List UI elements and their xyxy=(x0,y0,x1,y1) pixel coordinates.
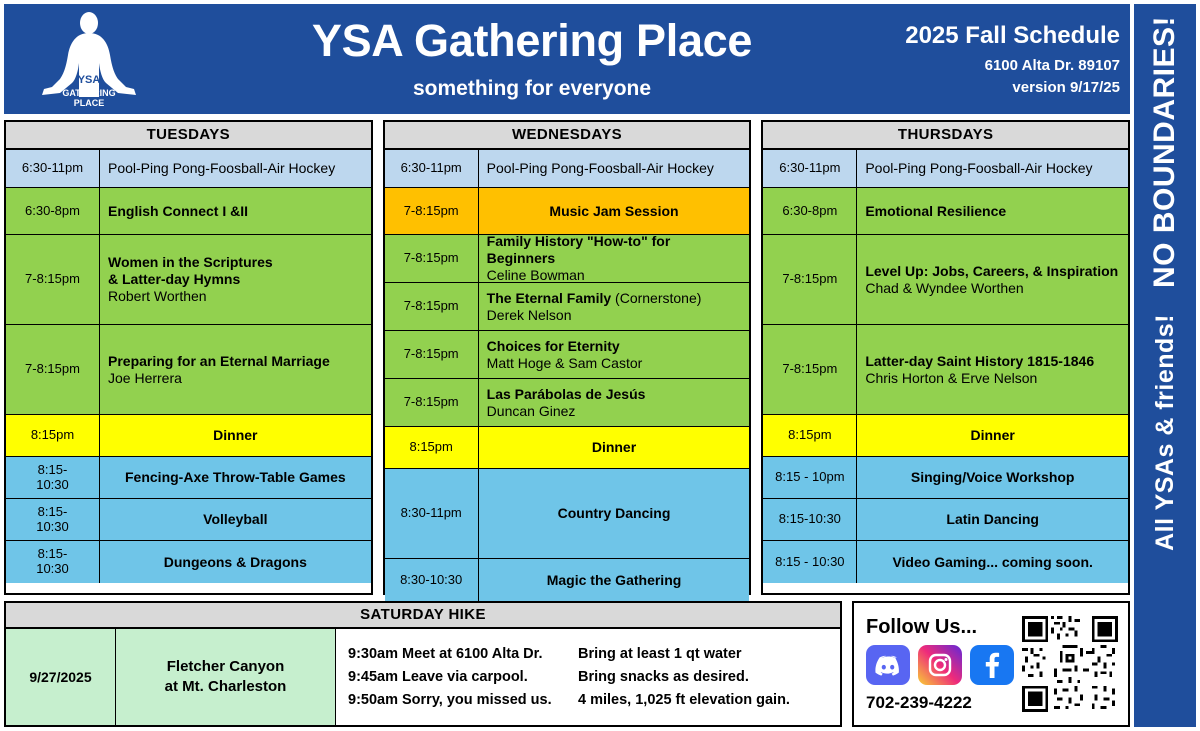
row-title: English Connect I &II xyxy=(108,202,249,219)
header-titles xyxy=(174,17,880,100)
row-title: Dinner xyxy=(970,427,1015,444)
schedule-row[interactable] xyxy=(763,150,1128,188)
side-banner xyxy=(1134,4,1196,727)
row-presenter: Robert Worthen xyxy=(108,287,207,304)
row-time: 8:15pm xyxy=(6,415,100,456)
day-column-thursdays xyxy=(761,120,1130,595)
column-header-tuesdays: TUESDAYS xyxy=(6,122,371,150)
row-time: 7-8:15pm xyxy=(385,379,479,426)
weekday-columns xyxy=(4,120,1130,595)
row-time: 8:30-10:30 xyxy=(385,559,479,601)
schedule-row[interactable] xyxy=(6,541,371,583)
schedule-row[interactable] xyxy=(6,235,371,325)
schedule-row[interactable] xyxy=(385,188,750,235)
row-time: 7-8:15pm xyxy=(6,235,100,324)
column-header-wednesdays: WEDNESDAYS xyxy=(385,122,750,150)
hike-detail-right: Bring at least 1 qt water xyxy=(578,646,742,662)
row-time: 8:15-10:30 xyxy=(763,499,857,540)
schedule-row[interactable] xyxy=(385,283,750,331)
row-title: Dungeons & Dragons xyxy=(163,553,307,570)
schedule-season: 2025 Fall Schedule xyxy=(905,22,1120,50)
row-title: Dinner xyxy=(213,427,258,444)
row-time: 8:15pm xyxy=(385,427,479,468)
row-title: Music Jam Session xyxy=(549,202,679,219)
row-time: 8:15- 10:30 xyxy=(6,541,100,583)
row-title: Magic the Gathering xyxy=(546,571,682,588)
hike-detail-left: 9:30am Meet at 6100 Alta Dr. xyxy=(348,646,543,662)
rows-wednesdays xyxy=(385,150,750,601)
hike-details xyxy=(336,629,840,725)
social-links xyxy=(866,645,1022,685)
rows-tuesdays xyxy=(6,150,371,593)
schedule-row[interactable] xyxy=(6,188,371,235)
schedule-row-dinner[interactable] xyxy=(763,415,1128,457)
schedule-row[interactable] xyxy=(385,331,750,379)
hike-body xyxy=(6,629,840,725)
row-time: 8:30-11pm xyxy=(385,469,479,558)
row-title: Preparing for an Eternal Marriage xyxy=(108,352,330,369)
row-title: Pool-Ping Pong-Foosball-Air Hockey xyxy=(865,160,1093,177)
schedule-row-dinner[interactable] xyxy=(6,415,371,457)
hike-detail-right: Bring snacks as desired. xyxy=(578,669,749,685)
row-presenter: Duncan Ginez xyxy=(486,402,576,419)
logo-text-ysa: YSA xyxy=(77,74,101,86)
row-time: 6:30-11pm xyxy=(385,150,479,187)
schedule-row[interactable] xyxy=(763,235,1128,325)
row-title: Las Parábolas de Jesús xyxy=(486,385,646,402)
row-time: 7-8:15pm xyxy=(385,188,479,234)
row-presenter: Matt Hoge & Sam Castor xyxy=(486,354,643,371)
poster-header xyxy=(4,4,1130,114)
row-title: Video Gaming... coming soon. xyxy=(892,553,1093,570)
discord-icon[interactable] xyxy=(866,645,910,685)
follow-us-panel xyxy=(852,601,1130,727)
logo-text-gathering: GATHERING xyxy=(62,88,116,98)
row-title: Country Dancing xyxy=(557,505,671,522)
logo-text-place: PLACE xyxy=(73,98,105,108)
schedule-row[interactable] xyxy=(6,150,371,188)
row-time: 6:30-11pm xyxy=(6,150,100,187)
row-time: 7-8:15pm xyxy=(385,283,479,330)
version-label: version 9/17/25 xyxy=(1012,78,1120,96)
row-title: Singing/Voice Workshop xyxy=(910,469,1075,486)
hike-detail-right: 4 miles, 1,025 ft elevation gain. xyxy=(578,692,790,708)
row-title: The Eternal Family (Cornerstone) xyxy=(486,289,702,306)
instagram-icon[interactable] xyxy=(918,645,962,685)
row-title: Latter-day Saint History 1815-1846 xyxy=(865,352,1095,369)
hike-location-line2: at Mt. Charleston xyxy=(164,678,287,695)
schedule-row[interactable] xyxy=(763,457,1128,499)
hike-location-line1: Fletcher Canyon xyxy=(166,657,285,675)
schedule-row[interactable] xyxy=(763,499,1128,541)
schedule-row-dinner[interactable] xyxy=(385,427,750,469)
schedule-row[interactable] xyxy=(763,541,1128,583)
schedule-row[interactable] xyxy=(6,457,371,499)
schedule-row[interactable] xyxy=(385,235,750,283)
row-title: Latin Dancing xyxy=(946,511,1039,528)
row-title: Fencing-Axe Throw-Table Games xyxy=(125,469,346,486)
row-time: 6:30-8pm xyxy=(763,188,857,234)
ysa-logo xyxy=(4,4,174,114)
phone-number: 702-239-4222 xyxy=(866,692,972,712)
row-title: Choices for Eternity xyxy=(486,337,620,354)
hike-detail-row xyxy=(348,692,828,708)
rows-thursdays xyxy=(763,150,1128,593)
side-banner-bottom-text: All YSAs & friends! xyxy=(1150,314,1179,551)
row-time: 8:15 - 10:30 xyxy=(763,541,857,583)
schedule-row[interactable] xyxy=(385,469,750,559)
row-title: Family History "How-to" for Beginners xyxy=(486,233,671,267)
schedule-row[interactable] xyxy=(763,325,1128,415)
hike-header: SATURDAY HIKE xyxy=(6,603,840,629)
row-title: Emotional Resilience xyxy=(865,202,1007,219)
schedule-row[interactable] xyxy=(385,379,750,427)
row-time: 8:15pm xyxy=(763,415,857,456)
schedule-row[interactable] xyxy=(385,150,750,188)
row-title: Women in the Scriptures & Latter-day Hymns xyxy=(108,254,273,288)
schedule-row[interactable] xyxy=(385,559,750,601)
row-time: 7-8:15pm xyxy=(6,325,100,414)
follow-title: Follow Us... xyxy=(866,615,978,638)
row-presenter: Joe Herrera xyxy=(108,369,182,386)
row-title: Level Up: Jobs, Careers, & Inspiration xyxy=(865,262,1119,279)
row-time: 7-8:15pm xyxy=(385,331,479,378)
day-column-wednesdays xyxy=(383,120,752,595)
hike-detail-left: 9:45am Leave via carpool. xyxy=(348,669,528,685)
hike-date: 9/27/2025 xyxy=(6,629,116,725)
hike-detail-left: 9:50am Sorry, you missed us. xyxy=(348,692,552,708)
row-time: 8:15- 10:30 xyxy=(6,499,100,540)
day-column-tuesdays xyxy=(4,120,373,595)
follow-left xyxy=(860,616,1022,713)
column-header-thursdays: THURSDAYS xyxy=(763,122,1128,150)
facebook-icon[interactable] xyxy=(970,645,1014,685)
page-subtitle: something for everyone xyxy=(412,76,652,100)
hike-location xyxy=(116,629,336,725)
row-title: Volleyball xyxy=(203,511,268,528)
row-time: 7-8:15pm xyxy=(763,235,857,324)
row-title: Pool-Ping Pong-Foosball-Air Hockey xyxy=(486,160,714,177)
row-presenter: Chris Horton & Erve Nelson xyxy=(865,369,1038,386)
saturday-hike-panel xyxy=(4,601,842,727)
page-title: YSA Gathering Place xyxy=(311,15,753,67)
row-time: 7-8:15pm xyxy=(763,325,857,414)
hike-detail-row xyxy=(348,669,828,685)
address: 6100 Alta Dr. 89107 xyxy=(984,56,1120,74)
row-presenter: Chad & Wyndee Worthen xyxy=(865,279,1024,296)
qr-code-icon[interactable] xyxy=(1022,616,1118,712)
logo-artwork xyxy=(14,9,164,109)
row-time: 6:30-11pm xyxy=(763,150,857,187)
schedule-row[interactable] xyxy=(763,188,1128,235)
side-banner-top-text: NO BOUNDARIES! xyxy=(1148,16,1181,289)
hike-detail-row xyxy=(348,646,828,662)
row-title: Pool-Ping Pong-Foosball-Air Hockey xyxy=(108,160,336,177)
row-title: Dinner xyxy=(591,439,637,456)
row-time: 7-8:15pm xyxy=(385,235,479,282)
schedule-row[interactable] xyxy=(6,499,371,541)
row-time: 8:15 - 10pm xyxy=(763,457,857,498)
row-presenter: Derek Nelson xyxy=(486,306,572,323)
schedule-row[interactable] xyxy=(6,325,371,415)
row-presenter: Celine Bowman xyxy=(486,266,585,283)
row-time: 6:30-8pm xyxy=(6,188,100,234)
bottom-section xyxy=(4,601,1130,727)
row-time: 8:15- 10:30 xyxy=(6,457,100,498)
header-meta xyxy=(880,22,1130,96)
